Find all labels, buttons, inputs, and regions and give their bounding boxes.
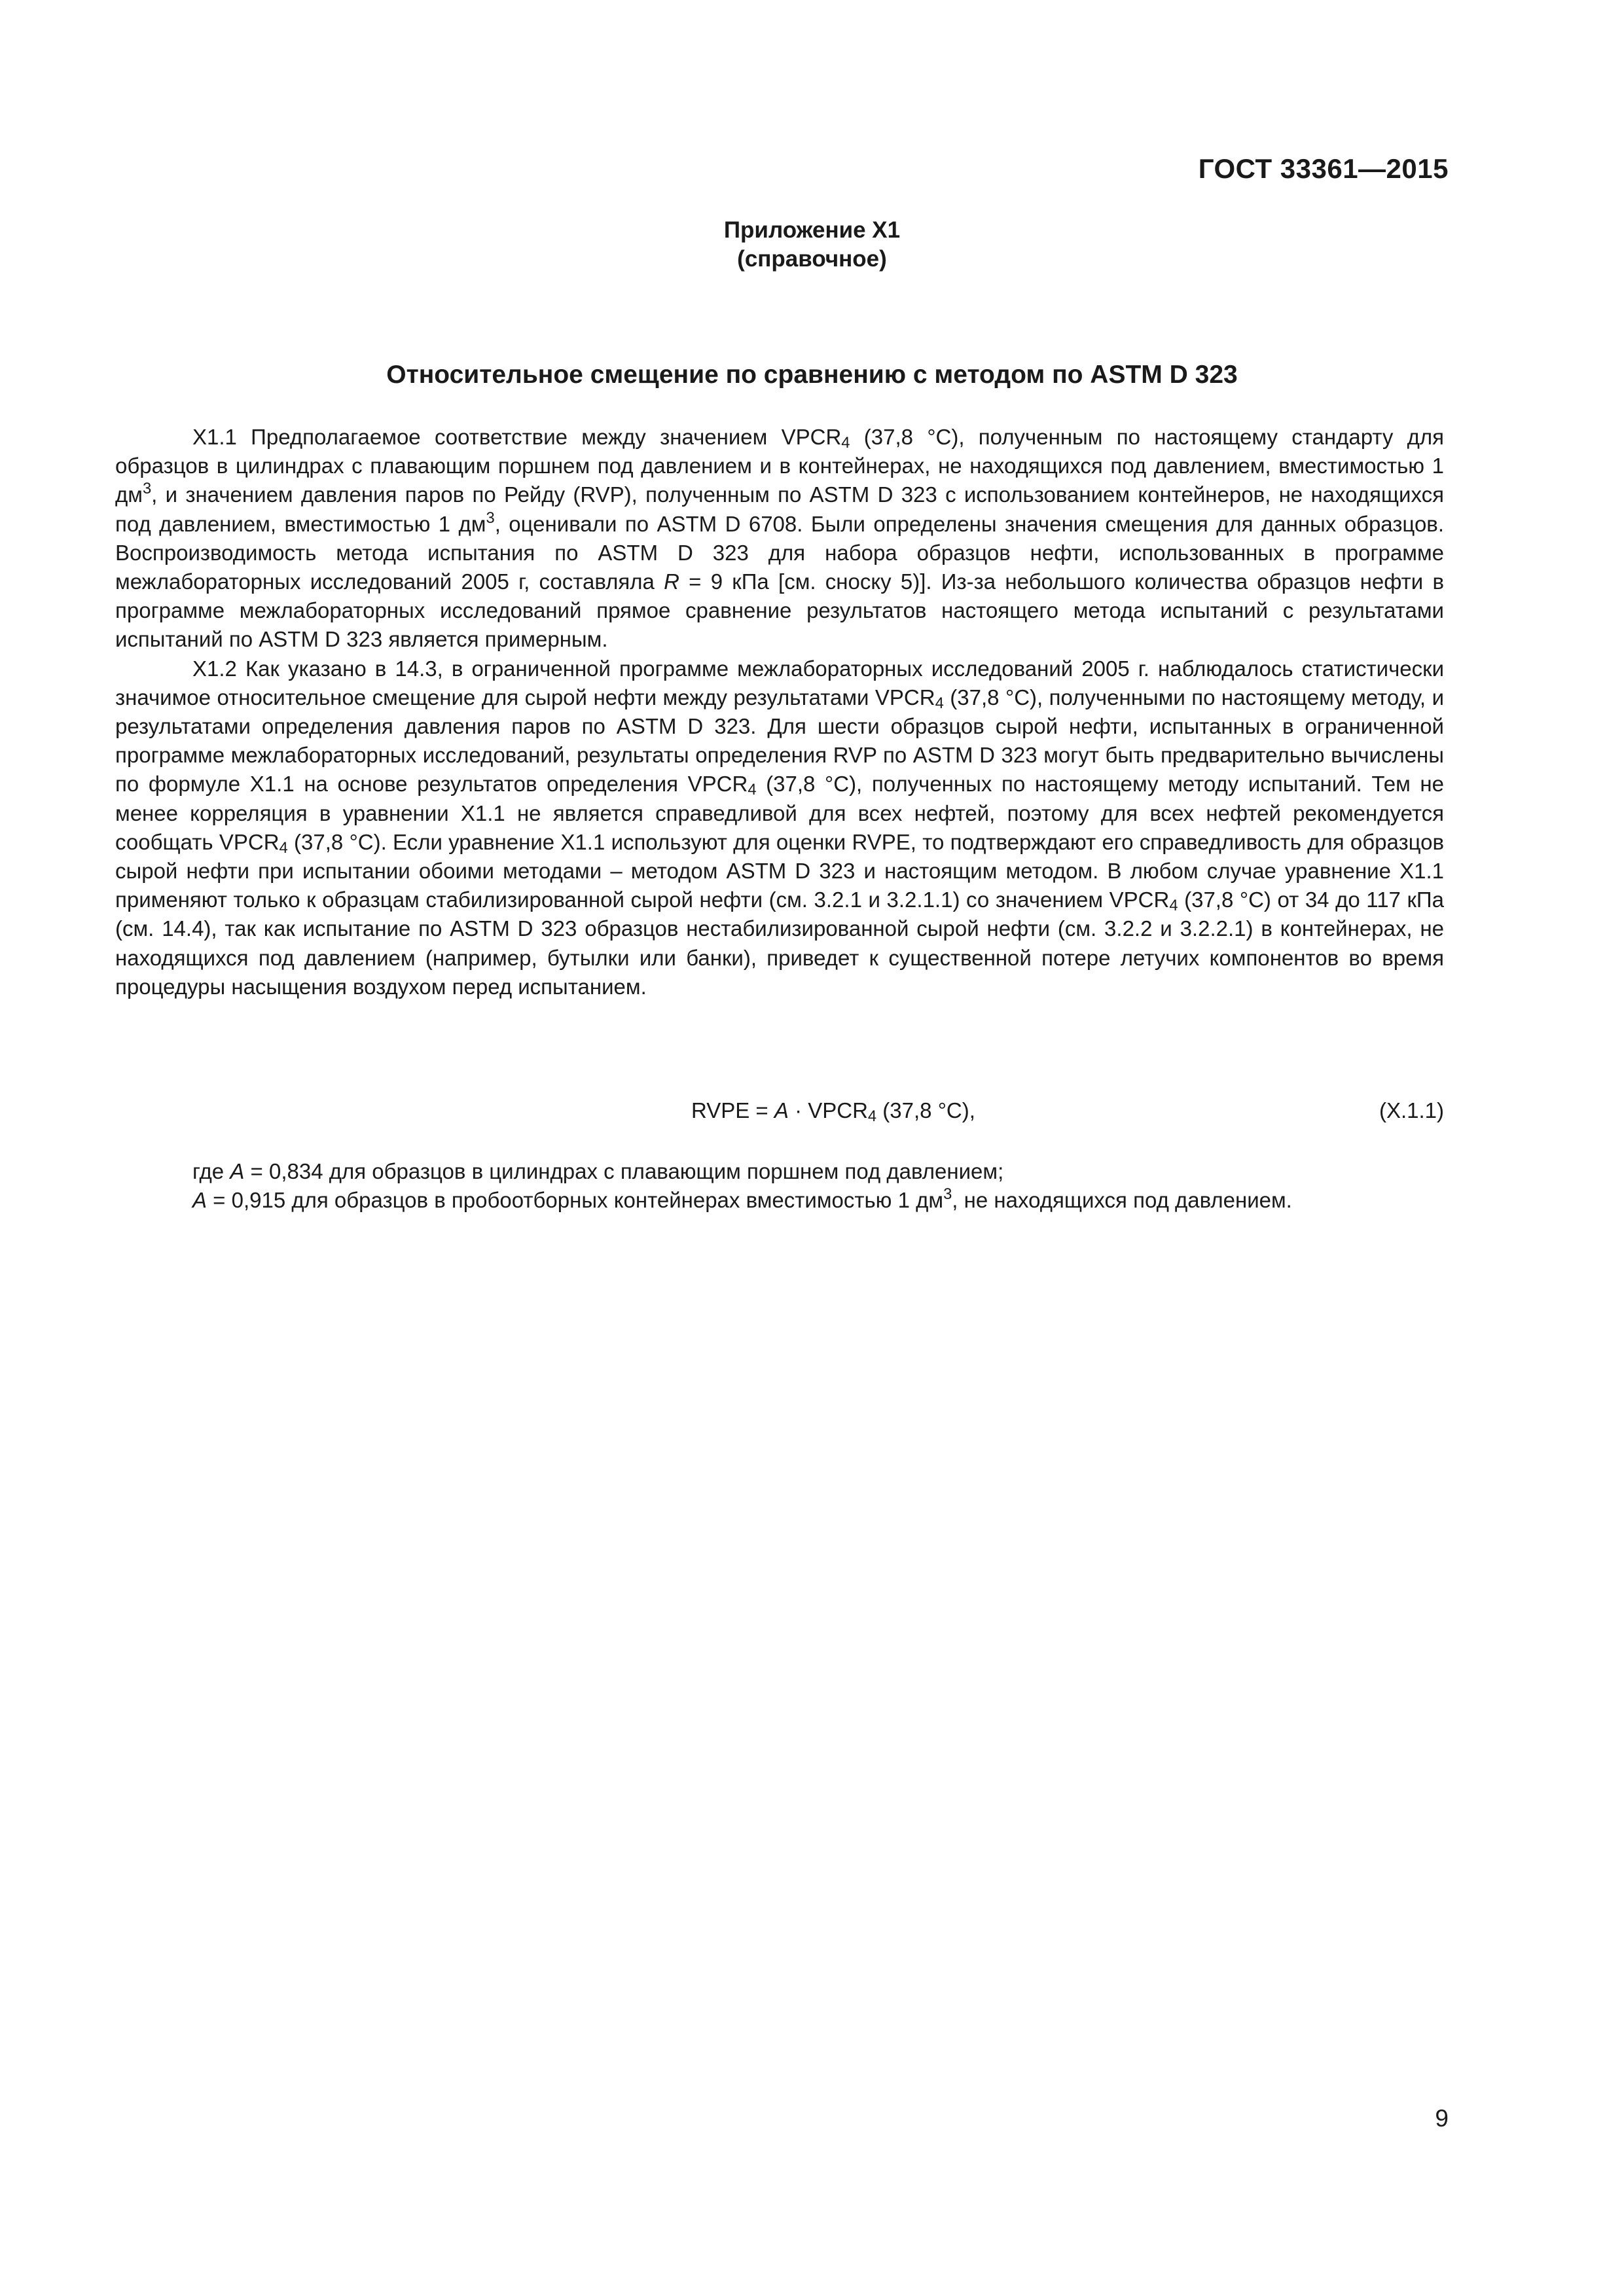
section-title: Относительное смещение по сравнению с методом по ASTM D 323 (386, 361, 1238, 389)
paragraph-x1-2: Х1.2 Как указано в 14.3, в ограниченной программе межлабораторных исследований 2005 г. наблюдалось статистически значимое относительное смещение для сырой нефти между результатами $VPCR_4$ (37,8 °С), полученными по настоящему методу, и результатами определения давления паров по ASTM D 323. Для шести образцов сырой нефти, испытанных в ограниченной программе межлабораторных исследований, результаты определения RVP по ASTM D 323 могут быть предварительно вычислены по формуле Х1.1 на основе результатов определения $VPCR_4$ (37,8 °С), полученных по настоящему методу испытаний. Тем не менее корреляция в уравнении Х1.1 не является справедливой для всех нефтей, поэтому для всех нефтей рекомендуется сообщать $VPCR_4$ (37,8 °С). Если уравнение Х1.1 используют для оценки RVPE, то подтверждают его справедливость для образцов сырой нефти при испытании обоими методами – методом ASTM D 323 и настоящим методом. В любом случае уравнение Х1.1 применяют только к образцам стабилизированной сырой нефти (см. 3.2.1 и 3.2.1.1) со значением $VPCR_4$ (37,8 °С) от 34 до 117 кПа (см. 14.4), так как испытание по ASTM D 323 образцов нестабилизированной сырой нефти (см. 3.2.2 и 3.2.2.1) в контейнерах, не находящихся под давлением (например, бутылки или банки), приведет к существенной потере летучих компонентов во время процедуры насыщения воздухом перед испытанием. (115, 656, 1444, 999)
page-number: 9 (1435, 2105, 1449, 2132)
appendix-label: Приложение Х1 (723, 217, 901, 243)
formula-expression: RVPE = $A \cdot VPCR_4$ (37,8 °С), (691, 1098, 975, 1125)
paragraph-x1-1: Х1.1 Предполагаемое соответствие между значением $VPCR_4$ (37,8 °С), полученным по настоящему стандарту для образцов в цилиндрах с плавающим поршнем под давлением и в контейнерах, не находящихся под давлением, вместимостью 1 $дм^3$, и значением давления паров по Рейду (RVP), полученным по ASTM D 323 с использованием контейнеров, не находящихся под давлением, вместимостью 1 $дм^3$, оценивали по ASTM D 6708. Были определены значения смещения для данных образцов. Воспроизводимость метода испытания по ASTM D 323 для набора образцов нефти, использованных в программе межлабораторных исследований 2005 г, составляла R = 9 кПа [см. сноску 5)]. Из-за небольшого количества образцов нефти в программе межлабораторных исследований прямое сравнение результатов настоящего метода испытаний с результатами испытаний по ASTM D 323 является примерным. (115, 425, 1444, 652)
explanation-line-1: где A = 0,834 для образцов в цилиндрах с плавающим поршнем под давлением; (192, 1159, 1004, 1183)
formula-explanation (115, 1157, 1444, 1215)
body-text (115, 423, 1444, 1001)
formula-x1-1 (115, 1098, 1444, 1127)
appendix-status: (справочное) (737, 246, 887, 272)
standard-code: ГОСТ 33361—2015 (1198, 153, 1449, 184)
formula-number: (Х.1.1) (1379, 1098, 1444, 1122)
explanation-line-2: A = 0,915 для образцов в пробоотборных контейнерах вместимостью 1 $дм^3$, не находящихся под давлением. (192, 1185, 1292, 1213)
